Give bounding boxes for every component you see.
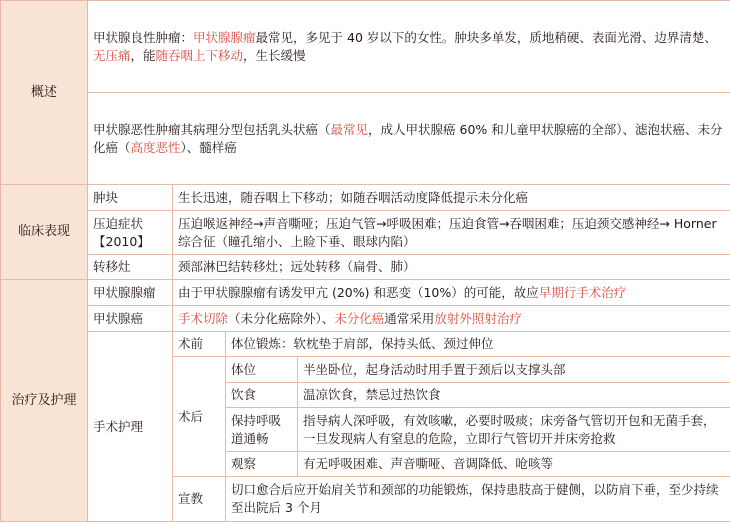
postop-item-text: 指导病人深呼吸，有效咳嗽，必要时吸痰；床旁备气管切开包和无菌手套，一旦发现病人有窒息的危险，立即行气管切开并床旁抢救 — [298, 408, 730, 452]
adenoma-label: 甲状腺腺瘤 — [88, 280, 173, 306]
overview-row-malignant — [1, 93, 730, 185]
clinical-label: 转移灶 — [88, 255, 173, 280]
postop-item-label: 体位 — [226, 357, 298, 383]
postop-label: 术后 — [173, 357, 226, 477]
postop-item-label: 观察 — [226, 452, 298, 477]
section-clinical-title: 临床表现 — [1, 185, 88, 280]
preop-row — [1, 332, 730, 357]
postop-item-text: 温凉饮食，禁忌过热饮食 — [298, 383, 730, 408]
preop-text: 体位锻炼：软枕垫于肩部，保持头低、颈过伸位 — [226, 332, 730, 357]
clinical-text: 压迫喉返神经→声音嘶哑；压迫气管→呼吸困难；压迫食管→吞咽困难；压迫颈交感神经→ Horner 综合征（瞳孔缩小、上睑下垂、眼球内陷） — [173, 211, 730, 255]
postop-item-label: 饮食 — [226, 383, 298, 408]
malignant-tumor-text: 甲状腺恶性肿瘤其病理分型包括乳头状癌（最常见，成人甲状腺癌 60% 和儿童甲状腺癌的全部）、滤泡状癌、未分化癌（高度恶性）、髓样癌 — [88, 93, 730, 185]
clinical-row — [1, 185, 730, 211]
benign-tumor-text: 甲状腺良性肿瘤：甲状腺腺瘤最常见，多见于 40 岁以下的女性。肿块多单发，质地稍硬、表面光滑、边界清楚、无压痛，能随吞咽上下移动，生长缓慢 — [88, 1, 730, 93]
overview-row-benign — [1, 1, 730, 93]
cancer-text: 手术切除（未分化癌除外）、未分化癌通常采用放射外照射治疗 — [173, 306, 730, 332]
clinical-label: 肿块 — [88, 185, 173, 211]
postop-item-text: 有无呼吸困难、声音嘶哑、音调降低、呛咳等 — [298, 452, 730, 477]
cancer-row — [1, 306, 730, 332]
adenoma-row — [1, 280, 730, 306]
clinical-label: 压迫症状【2010】 — [88, 211, 173, 255]
adenoma-text: 由于甲状腺腺瘤有诱发甲亢 (20%) 和恶变（10%）的可能，故应早期行手术治疗 — [173, 280, 730, 306]
cancer-label: 甲状腺癌 — [88, 306, 173, 332]
education-text: 切口愈合后应开始肩关节和颈部的功能锻炼，保持患肢高于健侧，以防肩下垂，至少持续至出院后 3 个月 — [226, 477, 730, 522]
postop-item-text: 半坐卧位，起身活动时用手置于颈后以支撑头部 — [298, 357, 730, 383]
section-treatment-title: 治疗及护理 — [1, 280, 88, 522]
clinical-row — [1, 211, 730, 255]
clinical-text: 颈部淋巴结转移灶；远处转移（扁骨、肺） — [173, 255, 730, 280]
section-overview-title: 概述 — [1, 1, 88, 185]
surgery-care-label: 手术护理 — [88, 332, 173, 522]
clinical-row — [1, 255, 730, 280]
postop-item-label: 保持呼吸道通畅 — [226, 408, 298, 452]
clinical-text: 生长迅速，随吞咽上下移动；如随吞咽活动度降低提示未分化癌 — [173, 185, 730, 211]
preop-label: 术前 — [173, 332, 226, 357]
education-label: 宣教 — [173, 477, 226, 522]
